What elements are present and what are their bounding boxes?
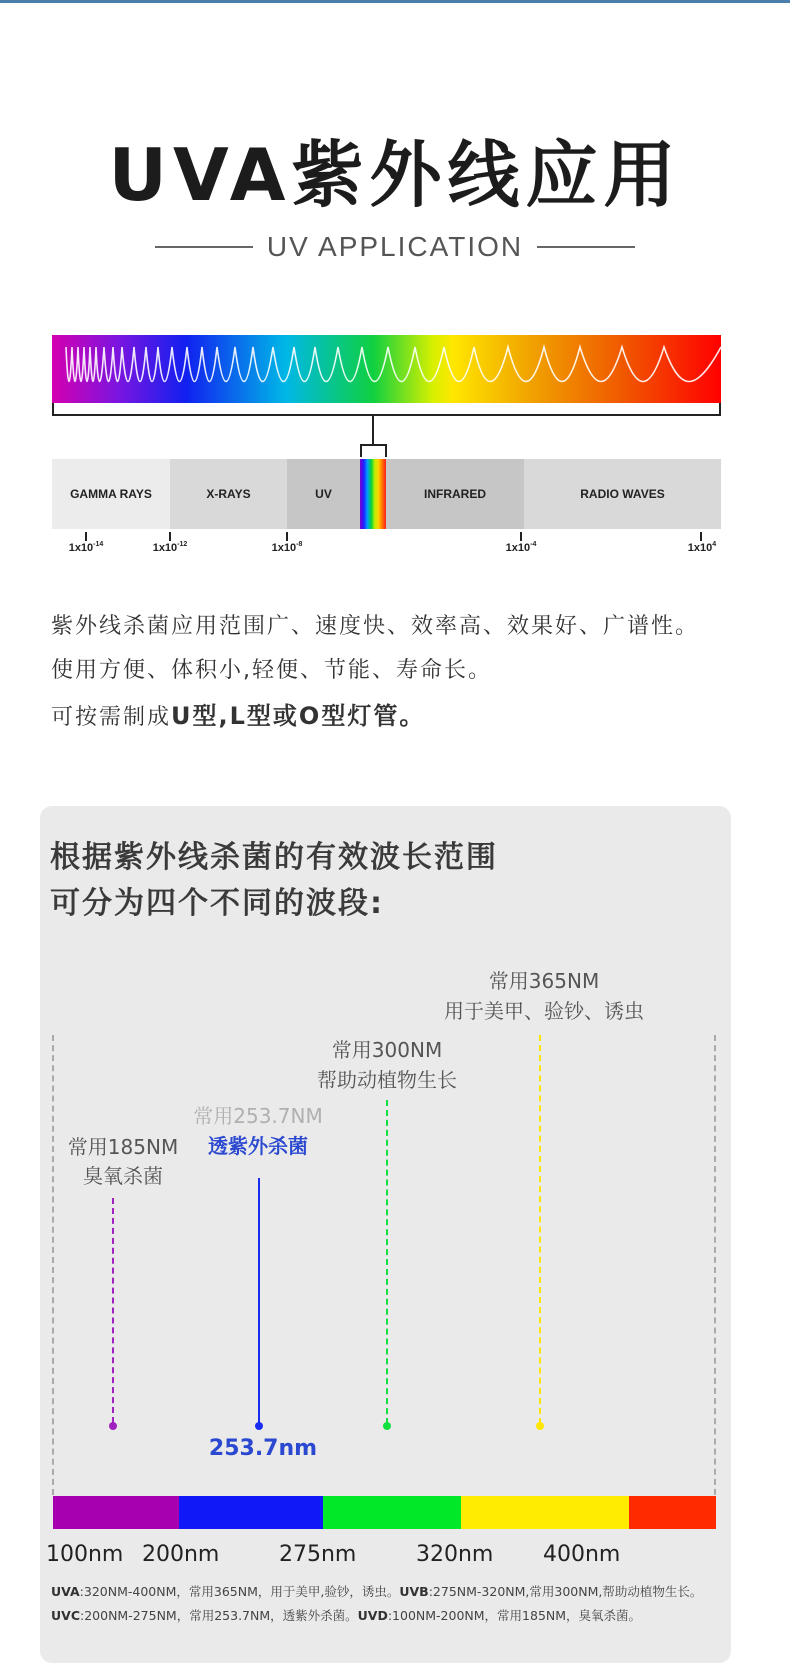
- scale-label: 275nm: [279, 1542, 357, 1567]
- page-subtitle: UV APPLICATION: [266, 231, 524, 262]
- spectrum-gradient-bar: [52, 335, 721, 403]
- band-visible: [360, 459, 386, 529]
- marker-253-dot: [255, 1422, 263, 1430]
- tick-mark: [286, 532, 288, 541]
- band-x-rays: X-RAYS: [170, 459, 287, 529]
- tick-label: $1x10^{-14}$: [68, 541, 104, 554]
- tick-label: $1x10^{-4}$: [505, 541, 537, 554]
- tick-mark: [520, 532, 522, 541]
- marker-253-line: [258, 1178, 260, 1424]
- marker-365-line: [539, 1035, 541, 1424]
- tick-mark: [169, 532, 171, 541]
- subtitle-row: [0, 230, 790, 264]
- left-boundary-dashed-line: [52, 1035, 54, 1495]
- page-title: UVA紫外线应用: [108, 133, 682, 217]
- highlight-wavelength: 253.7nm: [208, 1436, 318, 1461]
- marker-300-wavelength: 常用300NM: [331, 1038, 443, 1062]
- right-boundary-dashed-line: [714, 1035, 716, 1505]
- intro-line-1: 紫外线杀菌应用范围广、速度快、效率高、效果好、广谱性。: [51, 614, 700, 639]
- marker-300-dot: [383, 1422, 391, 1430]
- spectrum-bands: [52, 459, 721, 529]
- visible-bracket: [360, 444, 387, 457]
- footnote-line-2: UVC:200NM-275NM，常用253.7NM，透紫外杀菌。UVD:100NM-200NM，常用185NM，臭氧杀菌。: [51, 1608, 642, 1623]
- wave-icon: [52, 335, 721, 403]
- scale-label: 320nm: [416, 1542, 494, 1567]
- marker-365-wavelength: 常用365NM: [488, 969, 600, 993]
- bracket-stem: [372, 415, 374, 445]
- scale-label: 100nm: [46, 1542, 124, 1567]
- tick-label: $1x10^{-12}$: [152, 541, 188, 554]
- band-infrared: INFRARED: [386, 459, 524, 529]
- footnote-line-1: UVA:320NM-400NM，常用365NM，用于美甲,验钞，诱虫。UVB:275NM-320NM,常用300NM,帮助动植物生长。: [51, 1584, 703, 1599]
- marker-365-use: 用于美甲、验钞、诱虫: [444, 999, 644, 1023]
- bar-segment-uvc: [179, 1496, 323, 1529]
- marker-185-line: [112, 1198, 114, 1423]
- scale-label: 200nm: [142, 1542, 220, 1567]
- intro-line-3: 可按需制成U型,L型或O型灯管。: [51, 702, 426, 730]
- subtitle-right-rule: [537, 246, 635, 248]
- subtitle-left-rule: [155, 246, 253, 248]
- card-title-line-2: 可分为四个不同的波段:: [50, 886, 384, 921]
- bar-segment-uvd: [53, 1496, 179, 1529]
- marker-185-wavelength: 常用185NM: [67, 1135, 179, 1159]
- bar-segment-uvb: [323, 1496, 461, 1529]
- band-gamma-rays: GAMMA RAYS: [52, 459, 170, 529]
- tick-label: $1x10^4$: [687, 541, 717, 554]
- marker-253-use: 透紫外杀菌: [208, 1134, 308, 1158]
- marker-185-use: 臭氧杀菌: [83, 1164, 163, 1188]
- marker-253-wavelength: 常用253.7NM: [193, 1104, 323, 1128]
- marker-300-line: [386, 1100, 388, 1424]
- tick-label: $1x10^{-8}$: [271, 541, 303, 554]
- top-accent-line: [0, 0, 790, 3]
- bar-segment-visible: [629, 1496, 716, 1529]
- card-title-line-1: 根据紫外线杀菌的有效波长范围: [50, 840, 498, 875]
- intro-line-2: 使用方便、体积小,轻便、节能、寿命长。: [51, 658, 492, 683]
- bar-segment-uva: [461, 1496, 629, 1529]
- band-radio-waves: RADIO WAVES: [524, 459, 721, 529]
- tick-mark: [700, 532, 702, 541]
- spectrum-bracket: [52, 403, 721, 416]
- band-uv: UV: [287, 459, 360, 529]
- tick-mark: [85, 532, 87, 541]
- marker-300-use: 帮助动植物生长: [317, 1068, 457, 1092]
- scale-label: 400nm: [543, 1542, 621, 1567]
- marker-365-dot: [536, 1422, 544, 1430]
- marker-185-dot: [109, 1422, 117, 1430]
